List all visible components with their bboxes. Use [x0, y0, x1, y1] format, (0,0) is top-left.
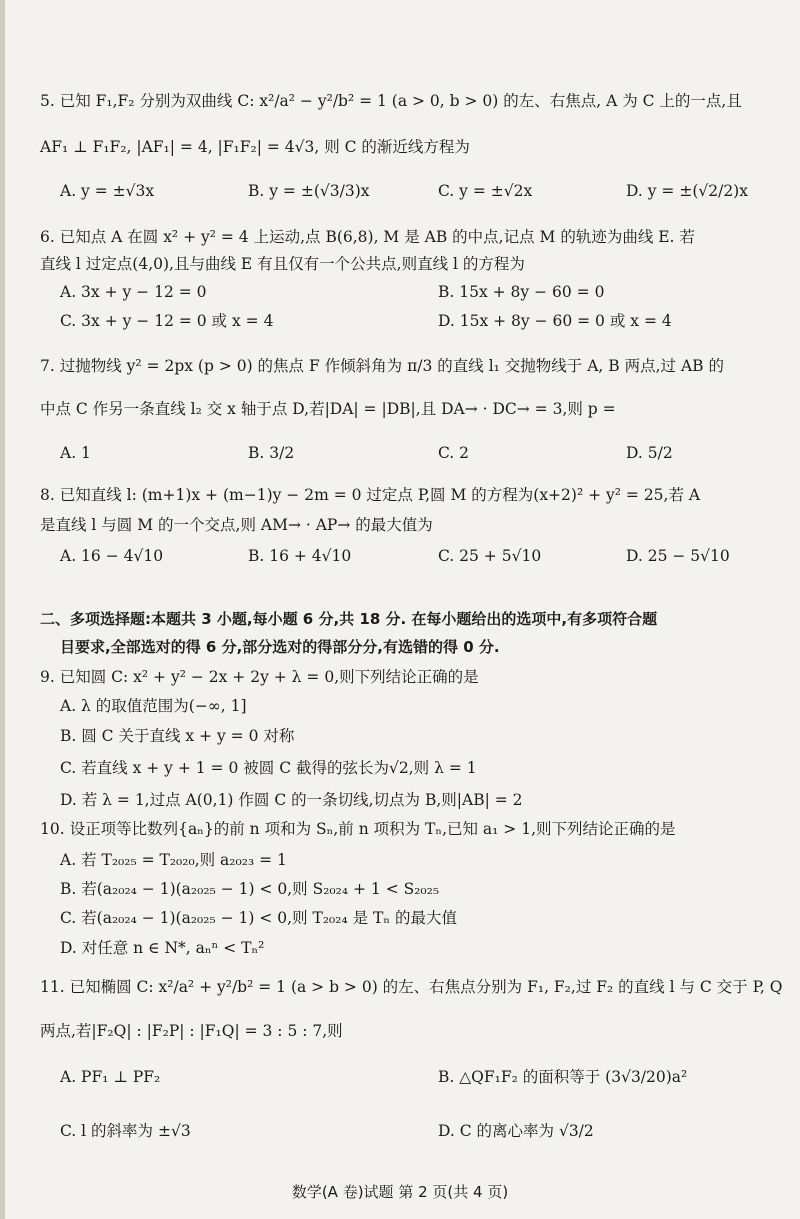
q11-option-a: A. PF₁ ⊥ PF₂ — [60, 1068, 161, 1086]
q10-stem: 10. 设正项等比数列{aₙ}的前 n 项和为 Sₙ,前 n 项积为 Tₙ,已知 a₁ > 1,则下列结论正确的是 — [40, 820, 676, 838]
q9-stem: 9. 已知圆 C: x² + y² − 2x + 2y + λ = 0,则下列结论正确的是 — [40, 668, 479, 686]
q8-option-d: D. 25 − 5√10 — [626, 547, 730, 565]
q6-option-d: D. 15x + 8y − 60 = 0 或 x = 4 — [438, 312, 672, 330]
q7-option-c: C. 2 — [438, 444, 470, 462]
q7-option-d: D. 5/2 — [626, 444, 673, 462]
q5-stem-2: AF₁ ⊥ F₁F₂, |AF₁| = 4, |F₁F₂| = 4√3, 则 C 的渐近线方程为 — [40, 138, 470, 156]
q11-option-d: D. C 的离心率为 √3/2 — [438, 1122, 594, 1140]
q10-option-d: D. 对任意 n ∈ N*, aₙⁿ < Tₙ² — [60, 939, 265, 957]
q5-option-d: D. y = ±(√2/2)x — [626, 182, 748, 200]
q11-stem-1: 11. 已知椭圆 C: x²/a² + y²/b² = 1 (a > b > 0) 的左、右焦点分别为 F₁, F₂,过 F₂ 的直线 l 与 C 交于 P, Q — [40, 978, 783, 996]
q10-option-c: C. 若(a₂₀₂₄ − 1)(a₂₀₂₅ − 1) < 0,则 T₂₀₂₄ 是 Tₙ 的最大值 — [60, 909, 458, 927]
q11-stem-2: 两点,若|F₂Q| : |F₂P| : |F₁Q| = 3 : 5 : 7,则 — [40, 1022, 343, 1040]
q9-option-b: B. 圆 C 关于直线 x + y = 0 对称 — [60, 727, 295, 745]
q6-option-b: B. 15x + 8y − 60 = 0 — [438, 283, 605, 301]
page-edge — [0, 0, 5, 1219]
q5-stem-1: 5. 已知 F₁,F₂ 分别为双曲线 C: x²/a² − y²/b² = 1 (a > 0, b > 0) 的左、右焦点, A 为 C 上的一点,且 — [40, 92, 742, 110]
q8-stem-1: 8. 已知直线 l: (m+1)x + (m−1)y − 2m = 0 过定点 P,圆 M 的方程为(x+2)² + y² = 25,若 A — [40, 486, 701, 504]
q6-stem-2: 直线 l 过定点(4,0),且与曲线 E 有且仅有一个公共点,则直线 l 的方程为 — [40, 255, 525, 273]
q5-option-c: C. y = ±√2x — [438, 182, 533, 200]
section-2-heading: 二、多项选择题:本题共 3 小题,每小题 6 分,共 18 分. 在每小题给出的选项中,有多项符合题 — [40, 610, 658, 628]
q11-option-c: C. l 的斜率为 ±√3 — [60, 1122, 191, 1140]
q8-option-c: C. 25 + 5√10 — [438, 547, 542, 565]
q11-option-b: B. △QF₁F₂ 的面积等于 (3√3/20)a² — [438, 1068, 688, 1086]
q8-option-a: A. 16 − 4√10 — [60, 547, 164, 565]
q9-option-a: A. λ 的取值范围为(−∞, 1] — [60, 697, 247, 715]
page-footer: 数学(A 卷)试题 第 2 页(共 4 页) — [291, 1183, 509, 1201]
section-2-instructions: 目要求,全部选对的得 6 分,部分选对的得部分分,有选错的得 0 分. — [60, 638, 500, 656]
q6-option-c: C. 3x + y − 12 = 0 或 x = 4 — [60, 312, 274, 330]
q6-stem-1: 6. 已知点 A 在圆 x² + y² = 4 上运动,点 B(6,8), M 是 AB 的中点,记点 M 的轨迹为曲线 E. 若 — [40, 228, 695, 246]
q7-stem-1: 7. 过抛物线 y² = 2px (p > 0) 的焦点 F 作倾斜角为 π/3 的直线 l₁ 交抛物线于 A, B 两点,过 AB 的 — [40, 357, 724, 375]
q5-option-b: B. y = ±(√3/3)x — [248, 182, 370, 200]
q5-option-a: A. y = ±√3x — [60, 182, 155, 200]
q8-option-b: B. 16 + 4√10 — [248, 547, 352, 565]
q7-option-b: B. 3/2 — [248, 444, 295, 462]
q7-option-a: A. 1 — [60, 444, 91, 462]
q7-stem-2: 中点 C 作另一条直线 l₂ 交 x 轴于点 D,若|DA| = |DB|,且 DA→ · DC→ = 3,则 p = — [40, 400, 616, 418]
q10-option-b: B. 若(a₂₀₂₄ − 1)(a₂₀₂₅ − 1) < 0,则 S₂₀₂₄ + 1 < S₂₀₂₅ — [60, 880, 440, 898]
q8-stem-2: 是直线 l 与圆 M 的一个交点,则 AM→ · AP→ 的最大值为 — [40, 516, 433, 534]
q6-option-a: A. 3x + y − 12 = 0 — [60, 283, 207, 301]
q10-option-a: A. 若 T₂₀₂₅ = T₂₀₂₀,则 a₂₀₂₃ = 1 — [60, 851, 287, 869]
q9-option-d: D. 若 λ = 1,过点 A(0,1) 作圆 C 的一条切线,切点为 B,则|AB| = 2 — [60, 791, 523, 809]
q9-option-c: C. 若直线 x + y + 1 = 0 被圆 C 截得的弦长为√2,则 λ = 1 — [60, 759, 477, 777]
